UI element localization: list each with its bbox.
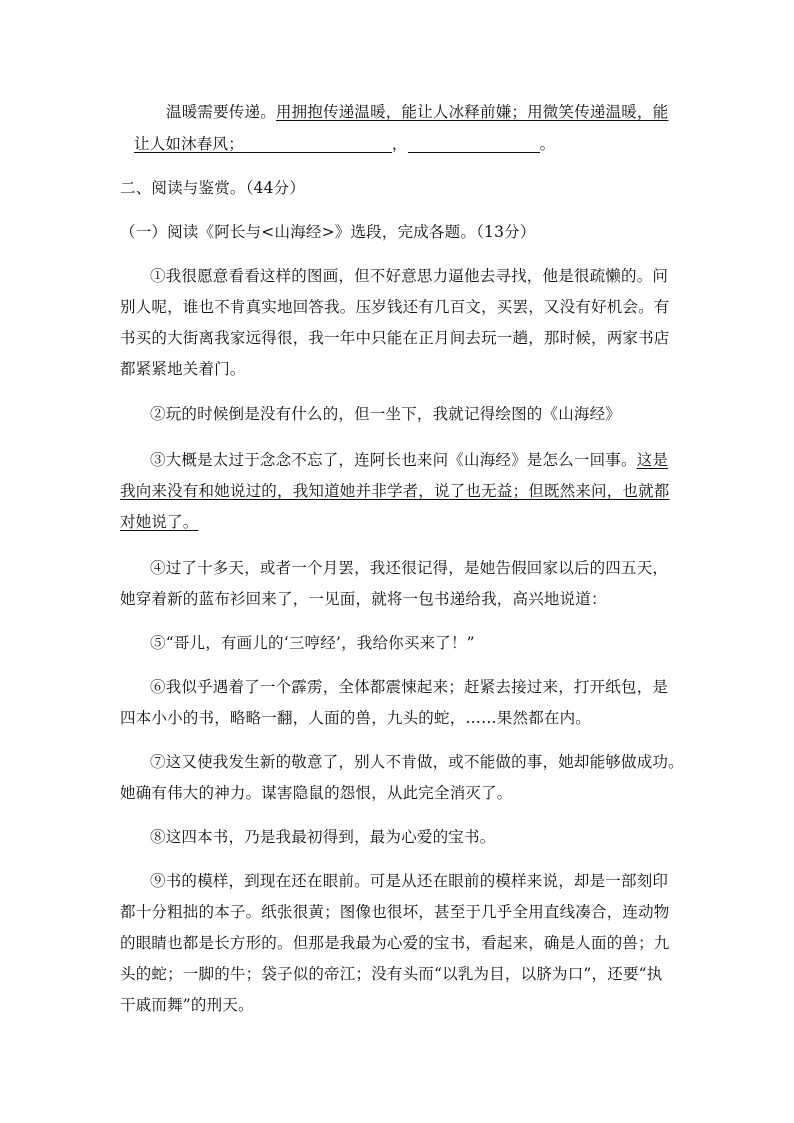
paragraph-line	[120, 481, 670, 501]
section-heading: 二、阅读与鉴赏。（44分）	[120, 179, 306, 197]
question-underlined-text-2: 让人如沐春风；	[134, 135, 244, 153]
paragraph-underlined-text: 这是	[636, 451, 669, 469]
paragraph-line: ⑦这又使我发生新的敬意了，别人不肯做，或不能做的事，她却能够做成功。	[150, 753, 684, 771]
paragraph-plain-text: ③大概是太过于念念不忘了，连阿长也来问《山海经》是怎么一回事。	[150, 451, 637, 469]
paragraph-line: ②玩的时候倒是没有什么的，但一坐下，我就记得绘图的《山海经》	[150, 405, 622, 423]
paragraph-underlined-text: 我向来没有和她说过的，我知道她并非学者，说了也无益；但既然来问，也就都	[120, 482, 670, 500]
question-line-1	[166, 102, 668, 122]
answer-blank-1[interactable]	[244, 136, 392, 153]
paragraph-line: 头的蛇；一脚的牛；袋子似的帝江；没有头而“以乳为目，以脐为口”，还要“执	[120, 965, 663, 983]
paragraph-line: ⑧这四本书，乃是我最初得到，最为心爱的宝书。	[150, 828, 496, 846]
question-prefix: 温暖需要传递。	[166, 103, 276, 121]
paragraph-line: 都十分粗拙的本子。纸张很黄；图像也很坏，甚至于几乎全用直线凑合，连动物	[120, 903, 670, 921]
paragraph-line	[150, 450, 668, 470]
question-line-2	[134, 134, 555, 154]
question-comma: ，	[391, 135, 408, 153]
answer-blank-2[interactable]	[408, 136, 540, 153]
paragraph-underlined-text: 对她说了。	[120, 513, 199, 531]
question-period: 。	[539, 135, 556, 153]
paragraph-line: 都紧紧地关着门。	[120, 360, 246, 378]
paragraph-line: ①我很愿意看看这样的图画，但不好意思力逼他去寻找，他是很疏懒的。问	[150, 267, 669, 285]
paragraph-line: 书买的大街离我家远得很，我一年中只能在正月间去玩一趟，那时候，两家书店	[120, 329, 670, 347]
paragraph-line: ④过了十多天，或者一个月罢，我还很记得，是她告假回家以后的四五天，	[150, 559, 669, 577]
paragraph-line: 她确有伟大的神力。谋害隐鼠的怨恨，从此完全消灭了。	[120, 784, 513, 802]
paragraph-line: ⑥我似乎遇着了一个霹雳，全体都震悚起来；赶紧去接过来，打开纸包，是	[150, 678, 669, 696]
question-underlined-text: 用拥抱传递温暖，能让人冰释前嫌；用微笑传递温暖，能	[275, 103, 669, 121]
paragraph-line	[120, 512, 199, 532]
paragraph-line: ⑤“哥儿，有画儿的‘三哼经’，我给你买来了！”	[150, 634, 475, 652]
paragraph-line: 干戚而舞”的刑天。	[120, 996, 254, 1014]
part-heading: （一）阅读《阿长与<山海经>》选段，完成各题。（13分）	[120, 223, 536, 241]
paragraph-line: 的眼睛也都是长方形的。但那是我最为心爱的宝书，看起来，确是人面的兽；九	[120, 934, 670, 952]
paragraph-line: 别人呢，谁也不肯真实地回答我。压岁钱还有几百文，买罢，又没有好机会。有	[120, 298, 670, 316]
paragraph-line: 她穿着新的蓝布衫回来了，一见面，就将一包书递给我，高兴地说道：	[120, 590, 607, 608]
paragraph-line: 四本小小的书，略略一翻，人面的兽，九头的蛇，……果然都在内。	[120, 709, 592, 727]
paragraph-line: ⑨书的模样，到现在还在眼前。可是从还在眼前的模样来说，却是一部刻印	[150, 872, 669, 890]
